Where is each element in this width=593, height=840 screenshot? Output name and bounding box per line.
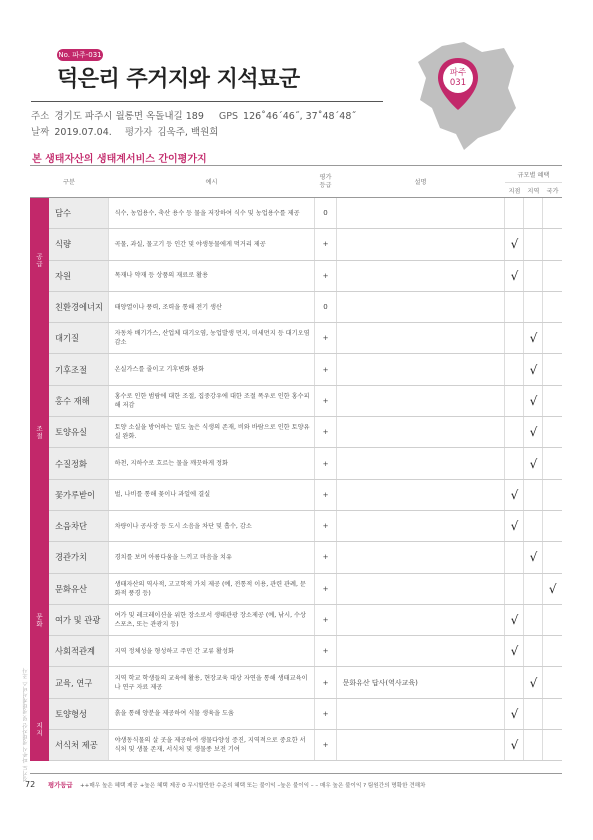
scale-national-check: [543, 417, 562, 448]
date-value: 2019.07.04.: [54, 127, 112, 138]
grade-value: +: [315, 730, 336, 761]
table-row: [30, 385, 562, 416]
scale-regional-check: [524, 229, 543, 260]
table-row: [30, 479, 562, 510]
grade-value: +: [315, 354, 336, 385]
header-scale-regional: 지역: [524, 183, 543, 198]
category-band: 문화: [30, 542, 49, 698]
service-name: 사회적관계: [49, 636, 108, 667]
description-cell: [336, 198, 505, 229]
scale-local-check: [505, 667, 524, 698]
scale-local-check: [505, 198, 524, 229]
grade-value: +: [315, 573, 336, 604]
scale-regional-check: [524, 479, 543, 510]
scale-regional-check: [524, 291, 543, 322]
header-example: 예시: [108, 166, 315, 198]
scale-national-check: [543, 354, 562, 385]
scale-local-check: [505, 573, 524, 604]
table-row: [30, 636, 562, 667]
scale-national-check: [543, 667, 562, 698]
description-cell: [336, 479, 505, 510]
table-row: [30, 260, 562, 291]
service-name: 홍수 재해: [49, 385, 108, 416]
category-band: 조절: [30, 323, 49, 542]
scale-local-check: [505, 448, 524, 479]
scale-local-check: [505, 417, 524, 448]
description-cell: [336, 730, 505, 761]
table-row: [30, 198, 562, 229]
service-example: 경치를 보며 아름다움을 느끼고 마음을 치유: [108, 542, 315, 573]
service-example: 야생동식물의 살 곳을 제공하여 생물다양성 증진, 지역적으로 중요한 서식처 및 생물 존재, 서식처 및 생물종 보전 기여: [108, 730, 315, 761]
scale-regional-check: √: [524, 417, 543, 448]
page-title: 덕은리 주거지와 지석묘군: [57, 67, 300, 92]
table-row: [30, 573, 562, 604]
grade-value: +: [315, 323, 336, 354]
scale-national-check: [543, 448, 562, 479]
service-name: 경관가치: [49, 542, 108, 573]
description-cell: [336, 417, 505, 448]
scale-regional-check: √: [524, 667, 543, 698]
description-cell: 문화유산 답사(역사교육): [336, 667, 505, 698]
scale-regional-check: [524, 260, 543, 291]
table-row: [30, 730, 562, 761]
service-example: 자동차 배기가스, 산업체 대기오염, 농업발생 먼지, 미세먼지 등 대기오염 감소: [108, 323, 315, 354]
scale-regional-check: [524, 198, 543, 229]
title-divider: [31, 101, 383, 102]
scale-national-check: [543, 604, 562, 635]
scale-regional-check: [524, 510, 543, 541]
scale-national-check: [543, 479, 562, 510]
legend-text: ++매우 높은 혜택 제공 +높은 혜택 제공 0 무시할만한 수준의 혜택 또는 불이익 –높은 불이익 – – 매우 높은 불이익 ? 팀원간의 명확한 견해차: [80, 783, 426, 789]
grade-value: +: [315, 479, 336, 510]
description-cell: [336, 354, 505, 385]
grade-value: +: [315, 698, 336, 729]
service-example: 생태자산의 역사적, 고고학적 가치 제공 (예, 전통적 이용, 관련 관례, 문화적 풍경 등): [108, 573, 315, 604]
description-cell: [336, 604, 505, 635]
scale-national-check: [543, 636, 562, 667]
description-cell: [336, 698, 505, 729]
scale-local-check: [505, 323, 524, 354]
scale-regional-check: [524, 636, 543, 667]
scale-local-check: [505, 542, 524, 573]
ecosystem-service-table: [30, 165, 562, 761]
footer-divider: [30, 773, 562, 774]
badge-line1: 파주: [449, 68, 467, 78]
scale-national-check: [543, 385, 562, 416]
service-name: 대기질: [49, 323, 108, 354]
service-example: 목재나 약재 등 상품의 재료로 활용: [108, 260, 315, 291]
asset-code-tag: No. 파주-031: [58, 51, 102, 59]
scale-national-check: [543, 698, 562, 729]
service-example: 홍수로 인한 범람에 대한 조절, 집중강우에 대한 조절 폭우로 인한 홍수피해 저감: [108, 385, 315, 416]
address-line: [31, 108, 356, 122]
scale-regional-check: [524, 730, 543, 761]
scale-regional-check: √: [524, 542, 543, 573]
service-name: 꽃가루받이: [49, 479, 108, 510]
service-name: 토양유실: [49, 417, 108, 448]
grade-value: +: [315, 542, 336, 573]
scale-regional-check: √: [524, 354, 543, 385]
service-name: 소음차단: [49, 510, 108, 541]
service-example: 곡물, 과실, 물고기 등 인간 및 야생동물에게 먹거리 제공: [108, 229, 315, 260]
scale-local-check: √: [505, 229, 524, 260]
scale-national-check: √: [543, 573, 562, 604]
service-example: 식수, 농업용수, 축산 용수 등 물을 저장하여 식수 및 농업용수를 제공: [108, 198, 315, 229]
table-row: [30, 448, 562, 479]
header-category: 구분: [30, 166, 108, 198]
grade-value: +: [315, 604, 336, 635]
service-example: 차량이나 공사장 등 도시 소음을 차단 및 흡수, 감소: [108, 510, 315, 541]
gps-label: GPS: [218, 111, 239, 122]
date-line: [31, 124, 218, 138]
page-number: 72: [25, 780, 36, 789]
table-row: [30, 542, 562, 573]
running-side-title: 경기도 파주시 생태자산 및 생태계서비스 조사: [23, 668, 29, 782]
description-cell: [336, 542, 505, 573]
grade-value: +: [315, 636, 336, 667]
table-row: [30, 354, 562, 385]
table-row: [30, 604, 562, 635]
description-cell: [336, 636, 505, 667]
table-row: [30, 510, 562, 541]
date-label: 날짜: [31, 127, 50, 138]
header-scale-national: 국가: [543, 183, 562, 198]
grade-value: +: [315, 385, 336, 416]
scale-local-check: [505, 291, 524, 322]
grade-value: +: [315, 417, 336, 448]
table-row: [30, 698, 562, 729]
scale-national-check: [543, 229, 562, 260]
evaluator-value: 김욱주, 백원희: [157, 127, 219, 138]
scale-regional-check: [524, 604, 543, 635]
scale-national-check: [543, 198, 562, 229]
service-name: 수질정화: [49, 448, 108, 479]
header-scale-local: 지점: [505, 183, 524, 198]
scale-regional-check: [524, 698, 543, 729]
scale-national-check: [543, 323, 562, 354]
scale-regional-check: √: [524, 323, 543, 354]
table-row: [30, 417, 562, 448]
service-name: 기후조절: [49, 354, 108, 385]
service-name: 친환경에너지: [49, 291, 108, 322]
scale-local-check: √: [505, 604, 524, 635]
scale-local-check: √: [505, 479, 524, 510]
scale-local-check: [505, 385, 524, 416]
scale-national-check: [543, 730, 562, 761]
service-example: 벌, 나비를 통해 꽃이나 과일에 결실: [108, 479, 315, 510]
service-example: 하천, 지하수로 흐르는 물을 깨끗하게 정화: [108, 448, 315, 479]
gps-value: 126˚46´46˝, 37˚48´48˝: [243, 111, 357, 122]
scale-national-check: [543, 291, 562, 322]
service-name: 식량: [49, 229, 108, 260]
grade-value: 0: [315, 198, 336, 229]
service-name: 문화유산: [49, 573, 108, 604]
header-description: 설명: [336, 166, 505, 198]
scale-local-check: √: [505, 636, 524, 667]
header-scale-group: 규모별 혜택: [505, 166, 562, 183]
table-row: [30, 291, 562, 322]
table-row: [30, 323, 562, 354]
grade-value: +: [315, 260, 336, 291]
scale-local-check: √: [505, 730, 524, 761]
scale-regional-check: [524, 573, 543, 604]
scale-local-check: √: [505, 260, 524, 291]
service-example: 온실가스를 줄이고 기후변화 완화: [108, 354, 315, 385]
region-map-badge: [412, 38, 522, 153]
scale-local-check: √: [505, 698, 524, 729]
grade-value: 0: [315, 291, 336, 322]
service-name: 교육, 연구: [49, 667, 108, 698]
service-name: 자원: [49, 260, 108, 291]
service-example: 토양 소실을 방어하는 밀도 높은 식생의 존재, 비와 바람으로 인한 토양유실 완화.: [108, 417, 315, 448]
table-body: [30, 198, 562, 761]
description-cell: [336, 229, 505, 260]
description-cell: [336, 323, 505, 354]
service-example: 지역 학교 학생들의 교육에 활용, 현장교육 대상 자연을 통해 생태교육이나 연구 자료 제공: [108, 667, 315, 698]
scale-regional-check: √: [524, 385, 543, 416]
service-name: 서식처 제공: [49, 730, 108, 761]
service-example: 태양열이나 풍력, 조력을 통해 전기 생산: [108, 291, 315, 322]
description-cell: [336, 291, 505, 322]
category-band: 지지: [30, 698, 49, 761]
service-name: 여가 및 관광: [49, 604, 108, 635]
grade-value: +: [315, 667, 336, 698]
badge-line2: 031: [449, 78, 467, 88]
scale-local-check: √: [505, 510, 524, 541]
description-cell: [336, 448, 505, 479]
description-cell: [336, 510, 505, 541]
grade-value: +: [315, 448, 336, 479]
service-name: 토양형성: [49, 698, 108, 729]
scale-national-check: [543, 510, 562, 541]
service-example: 여가 및 레크레이션을 위한 장소로서 생태관광 장소제공 (예, 낚시, 수상스포츠, 또는 관광지 등): [108, 604, 315, 635]
scale-national-check: [543, 542, 562, 573]
section-title: 본 생태자산의 생태계서비스 간이평가지: [32, 154, 207, 165]
service-example: 흙을 통해 양분을 제공하여 식물 생육을 도움: [108, 698, 315, 729]
description-cell: [336, 260, 505, 291]
evaluator-label: 평가자: [124, 127, 153, 138]
description-cell: [336, 573, 505, 604]
scale-local-check: [505, 354, 524, 385]
scale-regional-check: √: [524, 448, 543, 479]
address-label: 주소: [31, 111, 50, 122]
category-band: 공급: [30, 198, 49, 323]
service-name: 담수: [49, 198, 108, 229]
grade-value: +: [315, 510, 336, 541]
legend-label: 평가등급: [48, 781, 73, 789]
table-row: [30, 667, 562, 698]
scale-national-check: [543, 260, 562, 291]
header-grade: 평가등급: [315, 166, 336, 198]
description-cell: [336, 385, 505, 416]
grade-value: +: [315, 229, 336, 260]
table-row: [30, 229, 562, 260]
service-example: 지역 정체성을 형성하고 주민 간 교류 활성화: [108, 636, 315, 667]
address-value: 경기도 파주시 월롱면 옥돌내길 189: [54, 111, 204, 122]
